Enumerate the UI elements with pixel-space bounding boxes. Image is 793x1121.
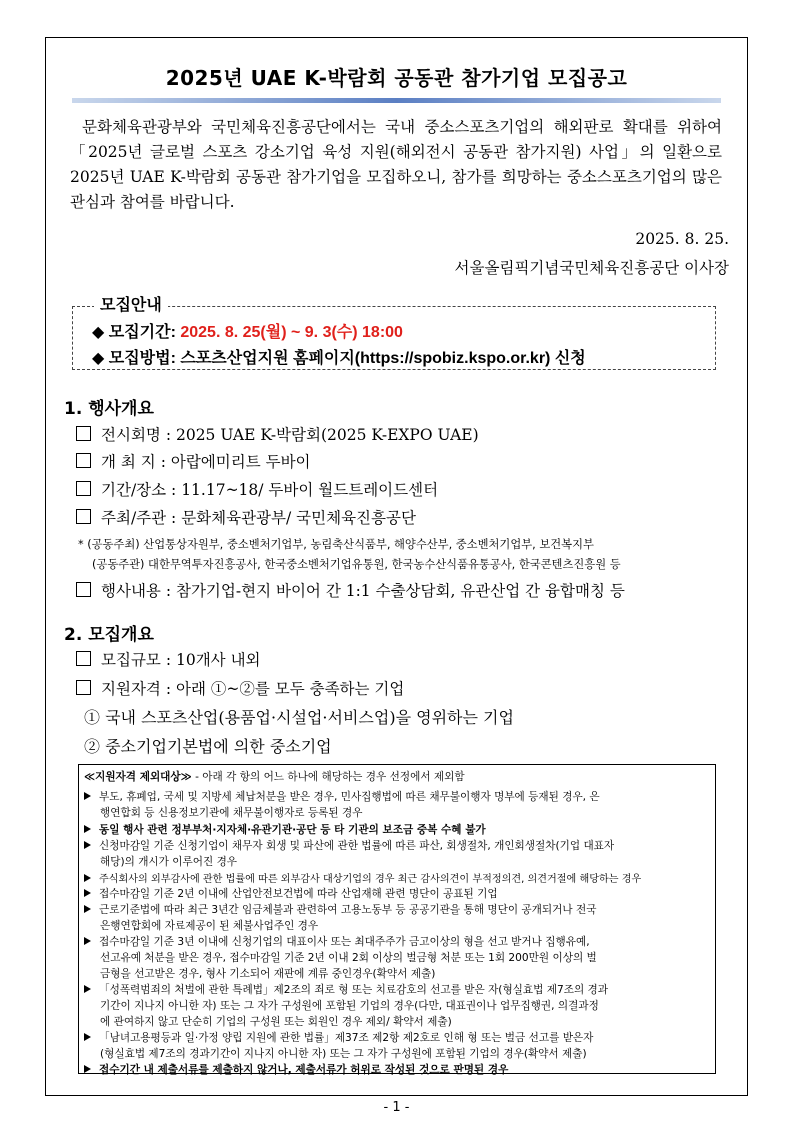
- checkbox-icon: [76, 651, 91, 666]
- exclusion-item-cont: 선고유예 처분을 받은 경우, 접수마감일 기준 2년 이내 2회 이상의 벌금형 처분 또는 1회 200만원 이상의 벌: [100, 952, 597, 964]
- exclusion-item-cont: 행연합회 등 신용정보기관에 채무불이행자로 등록된 경우: [100, 807, 363, 819]
- checkbox-icon: [76, 680, 91, 695]
- exclusion-item-cont: 은행연합회에 자료제공이 된 체불사업주인 경우: [100, 920, 319, 932]
- intro-paragraph: 문화체육관광부와 국민체육진흥공단에서는 국내 중소스포츠기업의 해외판로 확대를 위하여「2025년 글로벌 스포츠 강소기업 육성 지원(해외전시 공동관 참가지원) 사업」의 일환으로 2025년 UAE K-박람회 공동관 참가기업을 모집하오니, 참가를 희망하는 중소스포츠기업의 많은 관심과 참여를 바랍니다.: [70, 118, 722, 211]
- announcement-date: 2025. 8. 25.: [635, 230, 729, 248]
- bullet-triangle-icon: [84, 841, 91, 849]
- eligibility-criterion: ① 국내 스포츠산업(용품업·시설업·서비스업)을 영위하는 기업: [84, 708, 514, 727]
- list-item: 기간/장소 : 11.17~18/ 두바이 월드트레이드센터: [76, 478, 438, 500]
- exclusion-item: 「남녀고용평등과 일·가정 양립 지원에 관한 법률」제37조 제2항 제2호로 인해 형 또는 벌금 선고를 받은자: [84, 1030, 593, 1045]
- bullet-triangle-icon: [84, 889, 91, 897]
- exclusion-heading: ≪지원자격 제외대상≫ - 아래 각 항의 어느 하나에 해당하는 경우 선정에서 제외함: [84, 771, 465, 783]
- exclusion-item: 접수기간 내 제출서류를 제출하지 않거나, 제출서류가 허위로 작성된 것으로 판명된 경우: [84, 1062, 508, 1077]
- exclusion-item: 동일 행사 관련 정부부처·지자체·유관기관·공단 등 타 기관의 보조금 중복 수혜 불가: [84, 822, 486, 837]
- list-item: 모집규모 : 10개사 내외: [76, 648, 261, 670]
- page-number: - 1 -: [383, 1100, 410, 1115]
- exclusion-item-cont: 해당)의 개시가 이루어진 경우: [100, 856, 238, 868]
- exclusion-item: 주식회사의 외부감사에 관한 법률에 따른 외부감사 대상기업의 경우 최근 감사의견이 부적정의견, 의견거절에 해당하는 경우: [84, 870, 641, 885]
- exclusion-item: 신청마감일 기준 신청기업이 채무자 회생 및 파산에 관한 법률에 따른 파산, 회생절차, 개인회생절차(기업 대표자: [84, 838, 614, 853]
- notice-period-value: 2025. 8. 25(월) ~ 9. 3(수) 18:00: [180, 324, 403, 341]
- section1-heading: 1. 행사개요: [64, 399, 154, 419]
- co-host-note: * (공동주최) 산업통상자원부, 중소벤처기업부, 농림축산식품부, 해양수산부, 중소벤처기업부, 보건복지부: [78, 538, 594, 551]
- checkbox-icon: [76, 509, 91, 524]
- exclusion-item: 접수마감일 기준 3년 이내에 신청기업의 대표이사 또는 최대주주가 금고이상의 형을 선고 받거나 집행유예,: [84, 934, 590, 949]
- exclusion-item: 접수마감일 기준 2년 이내에 산업안전보건법에 따라 산업재해 관련 명단이 공표된 기업: [84, 886, 498, 901]
- bullet-triangle-icon: [84, 825, 91, 833]
- list-item: 전시회명 : 2025 UAE K-박람회(2025 K-EXPO UAE): [76, 423, 479, 445]
- page-title: 2025년 UAE K-박람회 공동관 참가기업 모집공고: [165, 66, 628, 90]
- eligibility-criterion: ② 중소기업기본법에 의한 중소기업: [84, 737, 332, 756]
- exclusion-item-cont: 에 관여하지 않고 단순히 기업의 구성원 또는 회원인 경우 제외/ 확약서 제출): [100, 1016, 452, 1028]
- notice-method: ◆ 모집방법: 스포츠산업지원 홈페이지(https://spobiz.kspo.or.kr) 신청: [92, 350, 586, 367]
- bullet-triangle-icon: [84, 1033, 91, 1041]
- checkbox-icon: [76, 582, 91, 597]
- bullet-triangle-icon: [84, 874, 91, 882]
- exclusion-item: 근로기준법에 따라 최근 3년간 임금체불과 관련하여 고용노동부 등 공공기관을 통해 명단이 공개되거나 전국: [84, 902, 596, 917]
- list-item: 개 최 지 : 아랍에미리트 두바이: [76, 450, 311, 472]
- notice-period: [92, 319, 403, 342]
- exclusion-item-cont: 기간이 지나지 아니한 자) 또는 그 자가 구성원에 포함된 기업의 경우(다만, 대표권이나 업무집행권, 의결과정: [100, 1000, 599, 1012]
- checkbox-icon: [76, 426, 91, 441]
- list-item: 지원자격 : 아래 ①~②를 모두 충족하는 기업: [76, 677, 404, 699]
- bullet-triangle-icon: [84, 985, 91, 993]
- issuing-organization: 서울올림픽기념국민체육진흥공단 이사장: [454, 259, 729, 277]
- section2-heading: 2. 모집개요: [64, 625, 154, 645]
- bullet-triangle-icon: [84, 1065, 91, 1073]
- co-organizer-note: (공동주관) 대한무역투자진흥공사, 한국중소벤처기업유통원, 한국농수산식품유통공사, 한국콘텐츠진흥원 등: [92, 558, 621, 571]
- exclusion-item: 부도, 휴폐업, 국세 및 지방세 체납처분을 받은 경우, 민사집행법에 따른 채무불이행자 명부에 등재된 경우, 은: [84, 789, 600, 804]
- checkbox-icon: [76, 453, 91, 468]
- exclusion-item-cont: 금형을 선고받은 경우, 형사 기소되어 재판에 계류 중인경우(확약서 제출): [100, 968, 436, 980]
- list-item: 행사내용 : 참가기업-현지 바이어 간 1:1 수출상담회, 유관산업 간 융합매칭 등: [76, 579, 625, 601]
- exclusion-item: 「성폭력범죄의 처벌에 관한 특례법」제2조의 죄로 형 또는 치료감호의 선고를 받은 자(형실효법 제7조의 경과: [84, 982, 608, 997]
- bullet-triangle-icon: [84, 937, 91, 945]
- notice-title: 모집안내: [94, 292, 168, 315]
- bullet-triangle-icon: [84, 905, 91, 913]
- bullet-triangle-icon: [84, 792, 91, 800]
- notice-period-label: ◆ 모집기간:: [92, 324, 181, 341]
- exclusion-item-cont: (형실효법 제7조의 경과기간이 지나지 아니한 자) 또는 그 자가 구성원에 포함된 기업의 경우(확약서 제출): [100, 1048, 587, 1060]
- list-item: 주최/주관 : 문화체육관광부/ 국민체육진흥공단: [76, 506, 416, 528]
- checkbox-icon: [76, 481, 91, 496]
- title-underline: [72, 98, 721, 103]
